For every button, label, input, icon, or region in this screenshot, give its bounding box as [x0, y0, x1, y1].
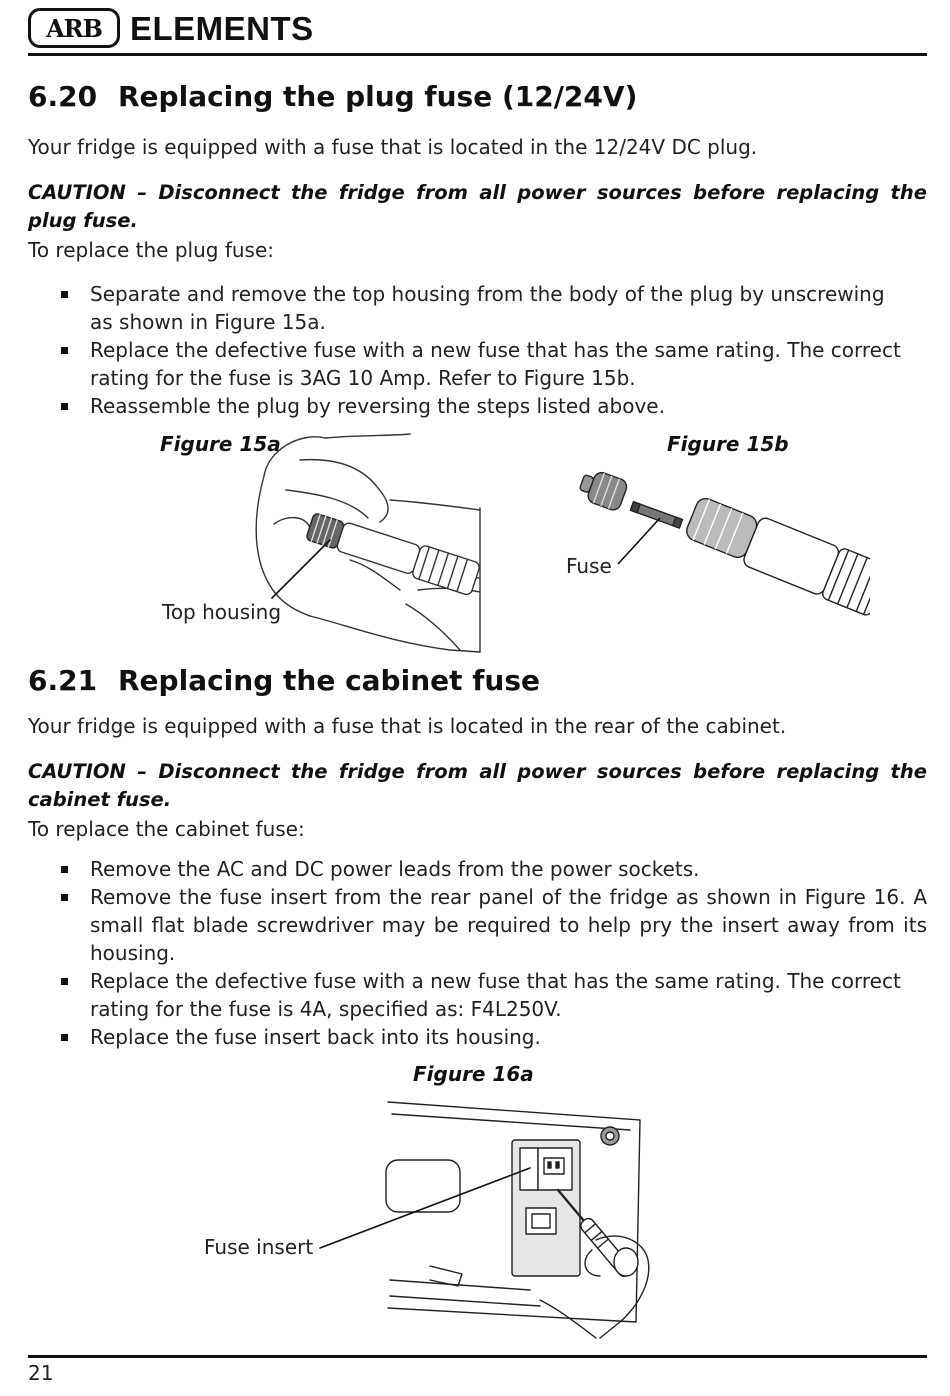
list-item: Reassemble the plug by reversing the steps listed above.: [28, 392, 908, 420]
top-housing-label: Top housing: [162, 600, 282, 624]
bullet-icon: [61, 291, 68, 298]
fuse-label: Fuse: [566, 554, 612, 578]
list-item: Remove the AC and DC power leads from the power sockets.: [28, 855, 927, 883]
bullet-icon: [61, 866, 68, 873]
list-item: Replace the defective fuse with a new fuse that has the same rating. The correct rating for the fuse is 4A, specified as: F4L250V.: [28, 967, 927, 1023]
arb-logo: [28, 8, 120, 48]
section-heading-6-20: [28, 80, 637, 113]
caution-note: CAUTION – Disconnect the fridge from all power sources before replacing the cabinet fuse.: [28, 760, 927, 811]
section-title: Replacing the cabinet fuse: [118, 664, 541, 697]
brand-title: ELEMENTS: [130, 10, 314, 47]
section-number: 6.20: [28, 80, 98, 113]
steps-list: [28, 280, 908, 420]
steps-list: [28, 855, 927, 1051]
list-item: Replace the defective fuse with a new fuse that has the same rating. The correct rating for the fuse is 3AG 10 Amp. Refer to Figure 15b.: [28, 336, 908, 392]
list-item: Replace the fuse insert back into its housing.: [28, 1023, 927, 1051]
bullet-icon: [61, 978, 68, 985]
steps-lead: To replace the cabinet fuse:: [28, 817, 305, 841]
list-item: Remove the fuse insert from the rear panel of the fridge as shown in Figure 16. A small flat blade screwdriver may be required to help pry the insert away from its housing.: [28, 883, 927, 967]
section-intro: Your fridge is equipped with a fuse that is located in the 12/24V DC plug.: [28, 135, 758, 159]
bullet-icon: [61, 894, 68, 901]
caution-note: CAUTION – Disconnect the fridge from all power sources before replacing the plug fuse.: [28, 181, 927, 232]
header-rule: [28, 53, 927, 56]
section-intro: Your fridge is equipped with a fuse that is located in the rear of the cabinet.: [28, 714, 787, 738]
bullet-icon: [61, 1034, 68, 1041]
figure-15b-illustration: [570, 460, 870, 620]
section-number: 6.21: [28, 664, 98, 697]
steps-lead: To replace the plug fuse:: [28, 238, 275, 262]
footer-rule: [28, 1355, 927, 1358]
section-heading-6-21: [28, 664, 540, 697]
figure-16a-title: Figure 16a: [413, 1062, 534, 1086]
fuse-insert-label: Fuse insert: [204, 1235, 314, 1259]
section-title: Replacing the plug fuse (12/24V): [118, 80, 638, 113]
logo-text: ARB: [46, 13, 102, 43]
list-item: Separate and remove the top housing from the body of the plug by unscrewing as shown in Figure 15a.: [28, 280, 908, 336]
figure-16a-illustration: [300, 1090, 660, 1340]
bullet-icon: [61, 403, 68, 410]
bullet-icon: [61, 347, 68, 354]
figure-15a-title: Figure 15a: [160, 432, 281, 456]
figure-15b-title: Figure 15b: [667, 432, 789, 456]
page-number: 21: [28, 1361, 54, 1385]
